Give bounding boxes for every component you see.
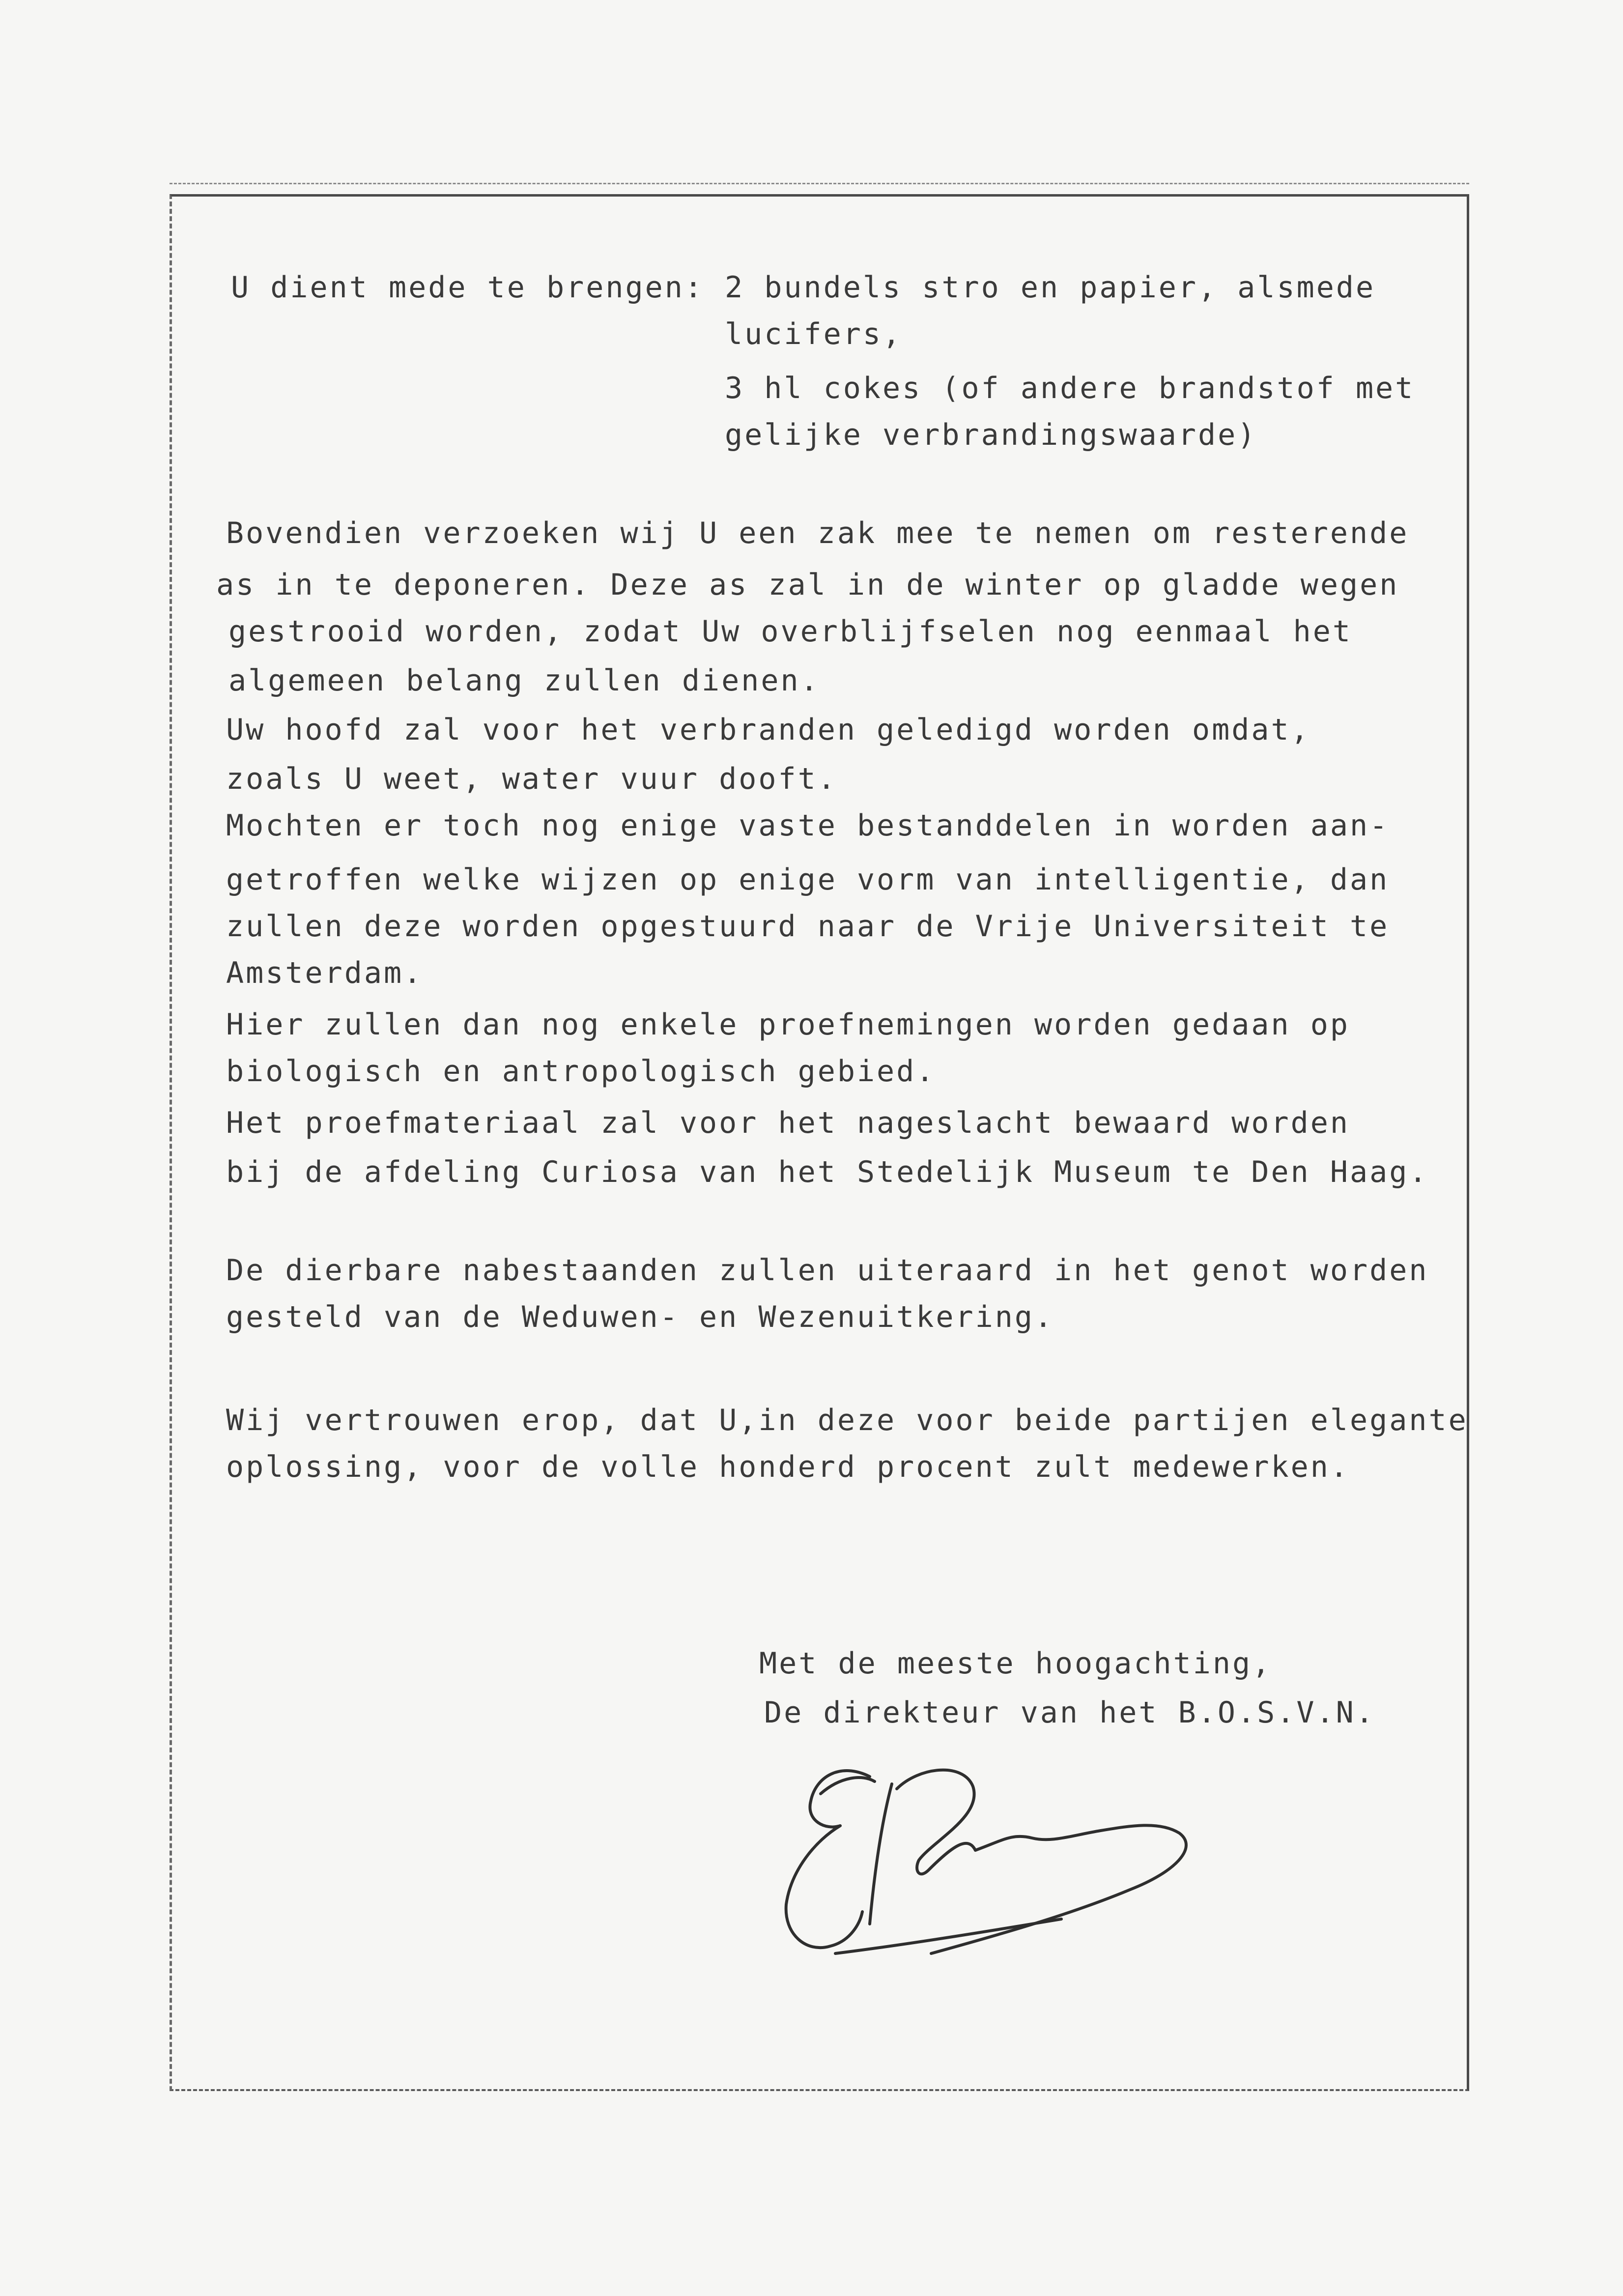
body-line: Amsterdam.: [226, 956, 424, 990]
body-line: getroffen welke wijzen op enige vorm van intelligentie, dan: [226, 862, 1390, 897]
bring-label: U dient mede te brengen:: [231, 270, 704, 305]
body-line: zullen deze worden opgestuurd naar de Vrije Universiteit te: [226, 909, 1390, 944]
body-line: Het proefmateriaal zal voor het nageslacht bewaard worden: [226, 1106, 1350, 1140]
body-line: as in te deponeren. Deze as zal in de winter op gladde wegen: [216, 568, 1399, 602]
bring-item: lucifers,: [725, 317, 903, 351]
body-line: algemeen belang zullen dienen.: [228, 663, 820, 698]
body-line: De dierbare nabestaanden zullen uiteraard in het genot worden: [226, 1253, 1429, 1288]
body-line: Mochten er toch nog enige vaste bestanddelen in worden aan-: [226, 808, 1390, 843]
body-line: Hier zullen dan nog enkele proefnemingen worden gedaan op: [226, 1007, 1350, 1042]
body-line: oplossing, voor de volle honderd procent zult medewerken.: [226, 1450, 1350, 1484]
body-line: zoals U weet, water vuur dooft.: [226, 762, 837, 796]
body-line: gesteld van de Weduwen- en Wezenuitkering.: [226, 1300, 1054, 1334]
closing-line: Met de meeste hoogachting,: [759, 1646, 1272, 1681]
handwritten-signature: [757, 1747, 1224, 2022]
signatory-line: De direkteur van het B.O.S.V.N.: [764, 1695, 1375, 1730]
bring-item: 3 hl cokes (of andere brandstof met: [725, 371, 1415, 405]
bring-item: gelijke verbrandingswaarde): [725, 418, 1257, 452]
bring-item: 2 bundels stro en papier, alsmede: [725, 270, 1376, 305]
body-line: gestrooid worden, zodat Uw overblijfselen nog eenmaal het: [228, 614, 1353, 649]
body-line: Bovendien verzoeken wij U een zak mee te nemen om resterende: [226, 516, 1409, 550]
body-line: bij de afdeling Curiosa van het Stedelijk Museum te Den Haag.: [226, 1155, 1429, 1189]
body-line: Uw hoofd zal voor het verbranden geledigd worden omdat,: [226, 713, 1310, 747]
body-line: Wij vertrouwen erop, dat U,in deze voor beide partijen elegante: [226, 1403, 1468, 1437]
body-line: biologisch en antropologisch gebied.: [226, 1054, 936, 1089]
frame-top-rule: [170, 183, 1469, 184]
